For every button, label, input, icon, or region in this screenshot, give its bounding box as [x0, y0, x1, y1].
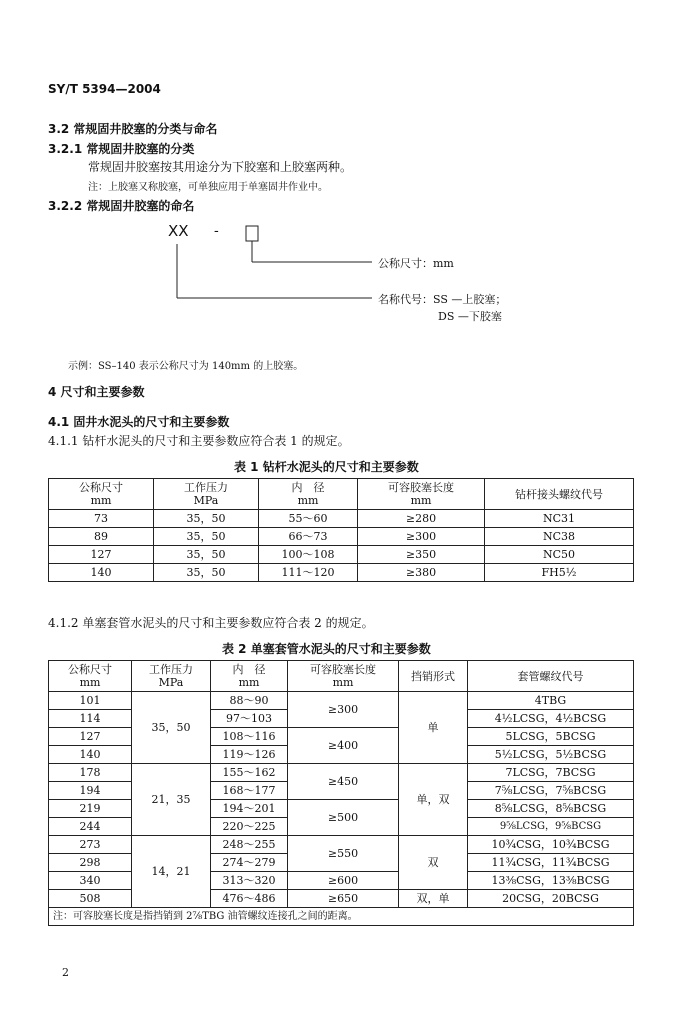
table-row: 194 168～177 7⅝LCSG，7⅝BCSG	[49, 782, 634, 800]
table-row: 219 194～201 ≥500 8⅝LCSG，8⅝BCSG	[49, 800, 634, 818]
table-row: 244 220～225 9⅝LCSG，9⅝BCSG	[49, 818, 634, 836]
naming-name-label2: DS —下胶塞	[438, 310, 502, 323]
table2-note: 注：可容胶塞长度是指挡销到 2⅞TBG 油管螺纹连接孔之间的距离。	[49, 908, 634, 926]
section-3-2-1-title: 3.2.1 常规固井胶塞的分类	[48, 142, 195, 156]
table-row: 101 35，50 88～90 ≥300 单 4TBG	[49, 692, 634, 710]
section-4-1-title: 4.1 固井水泥头的尺寸和主要参数	[48, 415, 230, 429]
table-row: 140 35，50 111～120 ≥380 FH5½	[49, 564, 634, 582]
naming-name-label: 名称代号：SS —上胶塞；	[378, 293, 507, 306]
naming-dash: -	[214, 223, 219, 239]
table2-header-cell: 套管螺纹代号	[468, 661, 634, 692]
table-row: 89 35，50 66～73 ≥300 NC38	[49, 528, 634, 546]
table-row: 508 476～486 ≥650 双，单 20CSG，20BCSG	[49, 890, 634, 908]
naming-example: 示例：SS–140 表示公称尺寸为 140mm 的上胶塞。	[68, 361, 304, 372]
table-row: 298 274～279 11¾CSG，11¾BCSG	[49, 854, 634, 872]
table1-header-cell: 钻杆接头螺纹代号	[485, 479, 634, 510]
table1-caption: 表 1 钻杆水泥头的尺寸和主要参数	[234, 460, 419, 474]
table2-header-cell: 工作压力 MPa	[132, 661, 211, 692]
standard-code: SY/T 5394—2004	[48, 82, 161, 96]
table2-caption: 表 2 单塞套管水泥头的尺寸和主要参数	[222, 642, 431, 656]
table-row: 140 119～126 5½LCSG，5½BCSG	[49, 746, 634, 764]
naming-code: XX	[168, 222, 189, 240]
table2-header-cell: 挡销形式	[399, 661, 468, 692]
section-3-2-1-note: 注：上胶塞又称胶塞，可单独应用于单塞固井作业中。	[88, 182, 328, 193]
table1	[48, 478, 634, 582]
table-row: 340 313～320 ≥600 13⅜CSG，13⅜BCSG	[49, 872, 634, 890]
table-row: 114 97～103 4½LCSG，4½BCSG	[49, 710, 634, 728]
page-number: 2	[62, 966, 69, 979]
section-4-1-1-text: 4.1.1 钻杆水泥头的尺寸和主要参数应符合表 1 的规定。	[48, 434, 350, 448]
table-row: 127 35，50 100～108 ≥350 NC50	[49, 546, 634, 564]
table1-header-cell: 工作压力 MPa	[154, 479, 259, 510]
table2	[48, 660, 634, 926]
table1-header-cell: 可容胶塞长度 mm	[358, 479, 485, 510]
section-3-2-1-text: 常规固井胶塞按其用途分为下胶塞和上胶塞两种。	[88, 160, 353, 174]
table1-header-cell: 公称尺寸 mm	[49, 479, 154, 510]
section-3-2-2-title: 3.2.2 常规固井胶塞的命名	[48, 199, 195, 213]
naming-diagram-lines	[0, 0, 680, 330]
table2-header-cell: 可容胶塞长度 mm	[288, 661, 399, 692]
table2-header-cell: 公称尺寸 mm	[49, 661, 132, 692]
naming-size-label: 公称尺寸：mm	[378, 257, 454, 270]
section-3-2-title: 3.2 常规固井胶塞的分类与命名	[48, 122, 218, 136]
table-row: 178 21，35 155～162 ≥450 单，双 7LCSG，7BCSG	[49, 764, 634, 782]
table2-header-cell: 内 径 mm	[211, 661, 288, 692]
table-row: 73 35，50 55～60 ≥280 NC31	[49, 510, 634, 528]
section-4-1-2-text: 4.1.2 单塞套管水泥头的尺寸和主要参数应符合表 2 的规定。	[48, 616, 374, 630]
table-row: 127 108～116 ≥400 5LCSG，5BCSG	[49, 728, 634, 746]
section-4-title: 4 尺寸和主要参数	[48, 385, 145, 399]
table2-note-row	[49, 908, 634, 926]
table1-header-cell: 内 径 mm	[259, 479, 358, 510]
table-row: 273 14，21 248～255 ≥550 双 10¾CSG，10¾BCSG	[49, 836, 634, 854]
